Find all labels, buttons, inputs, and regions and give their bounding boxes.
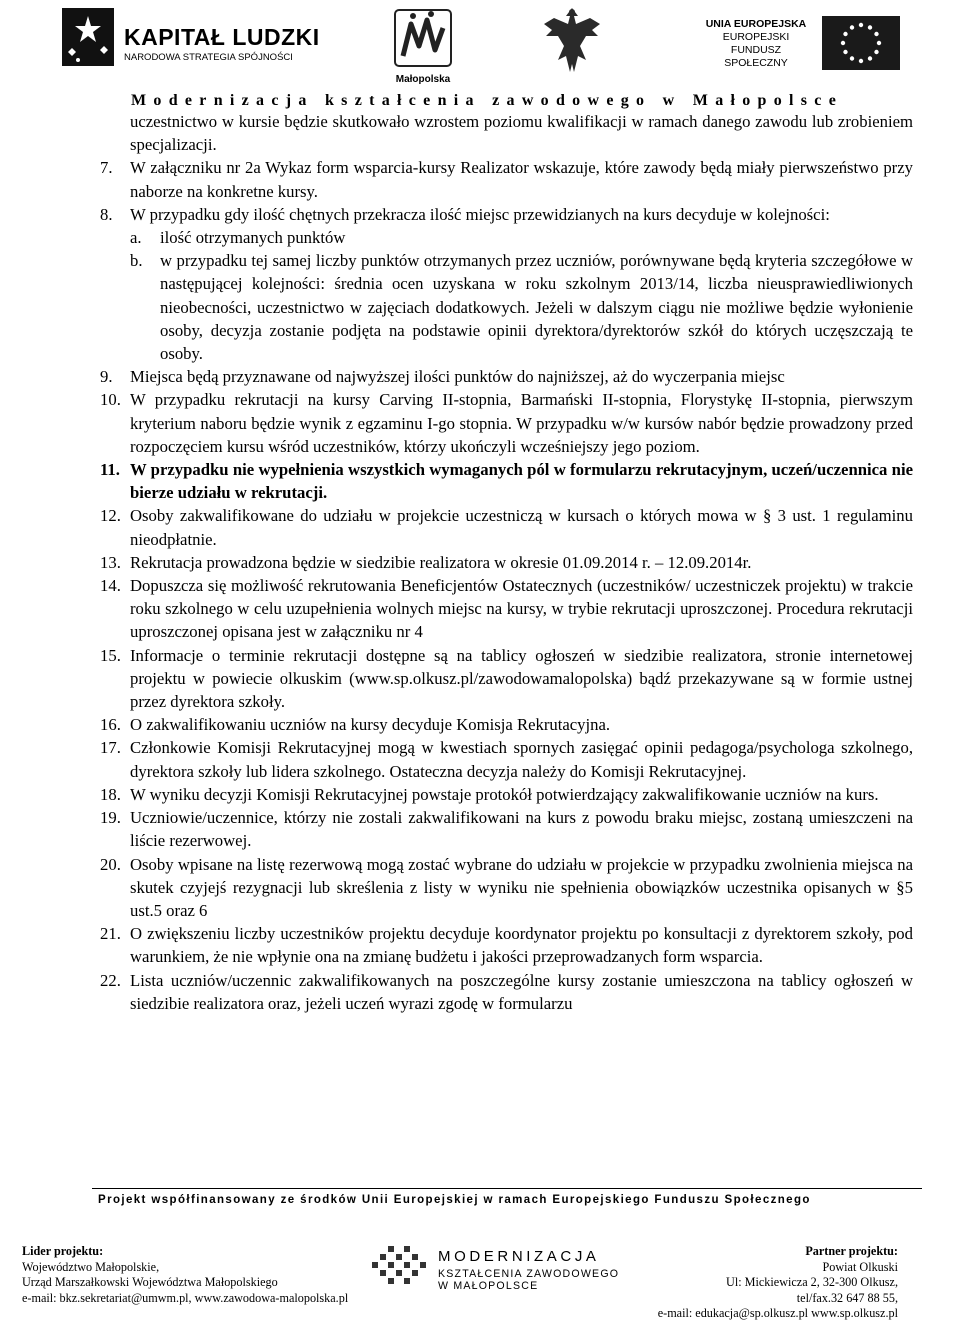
kapital-ludzki-logo xyxy=(62,8,320,74)
malopolska-emblem-icon xyxy=(383,6,461,72)
list-item-20 xyxy=(100,853,913,923)
list-item-number: 13. xyxy=(100,552,121,572)
sub-item-letter: b. xyxy=(130,251,143,271)
list-item-11 xyxy=(100,458,913,504)
list-item-text: Rekrutacja prowadzona będzie w siedzibie realizatora w okresie 01.09.2014 r. – 12.09.2014r. xyxy=(130,552,752,572)
sub-item-text: ilość otrzymanych punktów xyxy=(160,228,346,248)
list-item-text: Dopuszcza się możliwość rekrutowania Beneficjentów Ostatecznych (uczestników/ uczestniczek projektu) w trakcie roku szkolnego w celu uzupełnienia wolnych miejsc na kursy, w trybie rekrutacji uproszczonej. Procedura rekrutacji uproszczonej opisana jest w załączniku nr 4 xyxy=(130,576,913,642)
list-item-text: Informacje o terminie rekrutacji dostępne są na tablicy ogłoszeń w siedzibie realizatora, stronie internetowej projektu w powiecie olkuskim (www.sp.olkusz.pl/zawodowamalopolska) bądź przekazywane są w formie ustnej przez dyrektora szkoły. xyxy=(130,645,913,712)
list-item-16 xyxy=(100,713,913,736)
list-item-10 xyxy=(100,388,913,458)
continuation-text: uczestnictwo w kursie będzie skutkowało wzrostem poziomu kwalifikacji w ramach danego zawodu lub zrobieniem specjalizacji. xyxy=(130,112,913,155)
list-item-text: W załączniku nr 2a Wykaz form wsparcia-kursy Realizator wskazuje, które zawody będą miały pierwszeństwo przy naborze na konkretne kursy. xyxy=(130,158,913,201)
eagle-icon xyxy=(538,2,606,82)
modernizacja-title: MODERNIZACJA xyxy=(438,1248,600,1265)
list-item-15 xyxy=(100,644,913,714)
list-item-text: Uczniowie/uczennice, którzy nie zostali zakwalifikowani na kurs z powodu braku miejsc, zostaną umieszczeni na liście rezerwowej. xyxy=(130,808,913,851)
eu-flag-icon xyxy=(822,16,900,70)
list-item-number: 20. xyxy=(100,854,121,874)
leader-contact: e-mail: bkz.sekretariat@umwm.pl, www.zawodowa-malopolska.pl xyxy=(22,1290,349,1305)
list-item-text: Lista uczniów/uczennic zakwalifikowanych na poszczególne kursy zostanie umieszczona na tablicy ogłoszeń w siedzibie realizatora oraz, jeżeli uczeń wyrazi zgodę w formularzu xyxy=(130,970,913,1013)
footer-project-line: Projekt współfinansowany ze środków Unii Europejskiej w ramach Europejskiego Funduszu Społecznego xyxy=(98,1194,811,1206)
modernizacja-line3: W MAŁOPOLSCE xyxy=(438,1280,539,1292)
list-item-7 xyxy=(100,156,913,202)
list-item-number: 21. xyxy=(100,924,121,944)
list-item-text: W przypadku gdy ilość chętnych przekracza ilość miejsc przewidzianych na kurs decyduje w kolejności: xyxy=(130,204,830,224)
modernizacja-mark-icon xyxy=(372,1242,426,1290)
list-item-text: Miejsca będą przyznawane od najwyższej ilości punktów do najniższej, aż do wyczerpania miejsc xyxy=(130,367,785,387)
poland-eagle-emblem xyxy=(538,2,606,82)
list-item-21 xyxy=(100,922,913,968)
leader-line2: Urząd Marszałkowski Województwa Małopolskiego xyxy=(22,1275,278,1289)
eu-text xyxy=(700,18,812,70)
list-item-number: 17. xyxy=(100,738,121,758)
list-item-text: Członkowie Komisji Rekrutacyjnej mogą w kwestiach spornych zasięgać opinii pedagoga/psychologa szkolnego, dyrektora szkoły lub lidera szkolnego. Ostateczna decyzja należy do Komisji Rekrutacyjnej. xyxy=(130,738,913,781)
list-item-text: W wyniku decyzji Komisji Rekrutacyjnej powstaje protokół potwierdzający zakwalifikowanie uczniów na kurs. xyxy=(130,784,879,804)
malopolska-logo xyxy=(383,6,461,92)
list-item-9 xyxy=(100,365,913,388)
eu-line1: UNIA EUROPEJSKA xyxy=(705,18,807,30)
partner-line2: Ul: Mickiewicza 2, 32-300 Olkusz, xyxy=(726,1275,898,1289)
sub-item-b xyxy=(130,249,913,365)
sub-item-text: w przypadku tej samej liczby punktów otrzymanych przez uczniów, porównywane będą kryteria szczegółowe w następującej kolejności: średnia ocen uzyskana w roku szkolnym 2013/14, liczba nieusprawiedliwionych nieobecności, uczestnictwo w zajęciach dodatkowych. Jeżeli w dalszym ciągu nie możliwe będzie wyłonienie osoby, decyzja zostanie podjęta na podstawie opinii dyrektora/dyrektorów szkół do których uczęszczają te osoby. xyxy=(160,251,913,364)
list-item-number: 22. xyxy=(100,970,121,990)
modernizacja-subtitle xyxy=(438,1268,619,1292)
list-item-text: W przypadku rekrutacji na kursy Carving II-stopnia, Barmański II-stopnia, Florystykę II-stopnia, pierwszym kryterium naboru będzie wynik z egzaminu I-go stopnia. W przypadku w/w kursów nabór będzie prowadzony przed rozpoczęciem kursu wśród uczestników, którzy ukończyli wcześniejszy jego poziom. xyxy=(130,390,913,456)
kapital-ludzki-emblem-icon xyxy=(62,8,114,66)
document-body xyxy=(100,110,913,1015)
list-item-number: 19. xyxy=(100,808,121,828)
footer-modernizacja-logo xyxy=(372,1240,620,1292)
list-item-number: 9. xyxy=(100,367,113,387)
list-item-14 xyxy=(100,574,913,644)
partner-line3: tel/fax.32 647 88 55, xyxy=(796,1290,898,1305)
list-item-19 xyxy=(100,806,913,852)
partner-line1: Powiat Olkuski xyxy=(822,1259,898,1274)
footer-divider xyxy=(92,1188,922,1189)
list-item-number: 14. xyxy=(100,576,121,596)
header-logos xyxy=(0,0,960,92)
program-banner: Modernizacja kształcenia zawodowego w Małopolsce xyxy=(131,92,844,109)
partner-contact: e-mail: edukacja@sp.olkusz.pl www.sp.olkusz.pl xyxy=(657,1306,898,1320)
list-item-text: W przypadku nie wypełnienia wszystkich wymaganych pól w formularzu rekrutacyjnym, uczeń/uczennica nie bierze udziału w rekrutacji. xyxy=(130,460,913,503)
list-item-text: Osoby wpisane na listę rezerwową mogą zostać wybrane do udziału w projekcie w przypadku zwolnienia miejsca na skutek czyjejś rezygnacji lub skreślenia z listy w wyniku nie spełnienia obowiązków uczestnika opisanych w §5 ust.5 oraz 6 xyxy=(130,854,913,920)
list-item-number: 8. xyxy=(100,204,113,224)
list-item-number: 10. xyxy=(100,390,121,410)
sub-item-letter: a. xyxy=(130,228,142,248)
partner-label: Partner projektu: xyxy=(805,1244,898,1258)
list-item-text: O zakwalifikowaniu uczniów na kursy decyduje Komisja Rekrutacyjna. xyxy=(130,715,611,735)
list-item-18 xyxy=(100,783,913,806)
list-item-text: O zwiększeniu liczby uczestników projektu decyduje koordynator projektu po konsultacji z dyrektorem szkoły, pod warunkiem, że nie wpłynie ona na zmianę budżetu i jakości przeprowadzanych form wsparcia. xyxy=(130,924,913,967)
eu-logo xyxy=(700,14,900,74)
footer-leader xyxy=(22,1244,348,1306)
continuation-paragraph xyxy=(100,110,913,156)
list-item-number: 15. xyxy=(100,645,121,665)
malopolska-label: Małopolska xyxy=(395,74,451,85)
list-item-12 xyxy=(100,504,913,550)
list-item-text: Osoby zakwalifikowane do udziału w projekcie uczestniczą w kursach o których mowa w § 3 ust. 1 regulaminu nieodpłatnie. xyxy=(130,506,913,549)
list-item-number: 18. xyxy=(100,784,121,804)
list-item-13 xyxy=(100,551,913,574)
list-item-22 xyxy=(100,969,913,1015)
list-item-number: 16. xyxy=(100,715,121,735)
leader-label: Lider projektu: xyxy=(22,1244,104,1258)
list-item-number: 11. xyxy=(100,460,120,480)
list-item-17 xyxy=(100,736,913,782)
kapital-ludzki-subtitle: NARODOWA STRATEGIA SPÓJNOŚCI xyxy=(124,52,293,63)
kapital-ludzki-title: KAPITAŁ LUDZKI xyxy=(124,24,320,50)
footer-partner xyxy=(658,1244,898,1322)
eu-line2: EUROPEJSKI xyxy=(722,31,790,43)
eu-line3: FUNDUSZ SPOŁECZNY xyxy=(724,44,788,69)
leader-line1: Województwo Małopolskie, xyxy=(22,1259,160,1274)
list-item-number: 12. xyxy=(100,506,121,526)
list-item-number: 7. xyxy=(100,158,113,178)
list-item-8 xyxy=(100,203,913,226)
sub-item-a xyxy=(130,226,913,249)
modernizacja-line2: KSZTAŁCENIA ZAWODOWEGO xyxy=(438,1268,620,1280)
